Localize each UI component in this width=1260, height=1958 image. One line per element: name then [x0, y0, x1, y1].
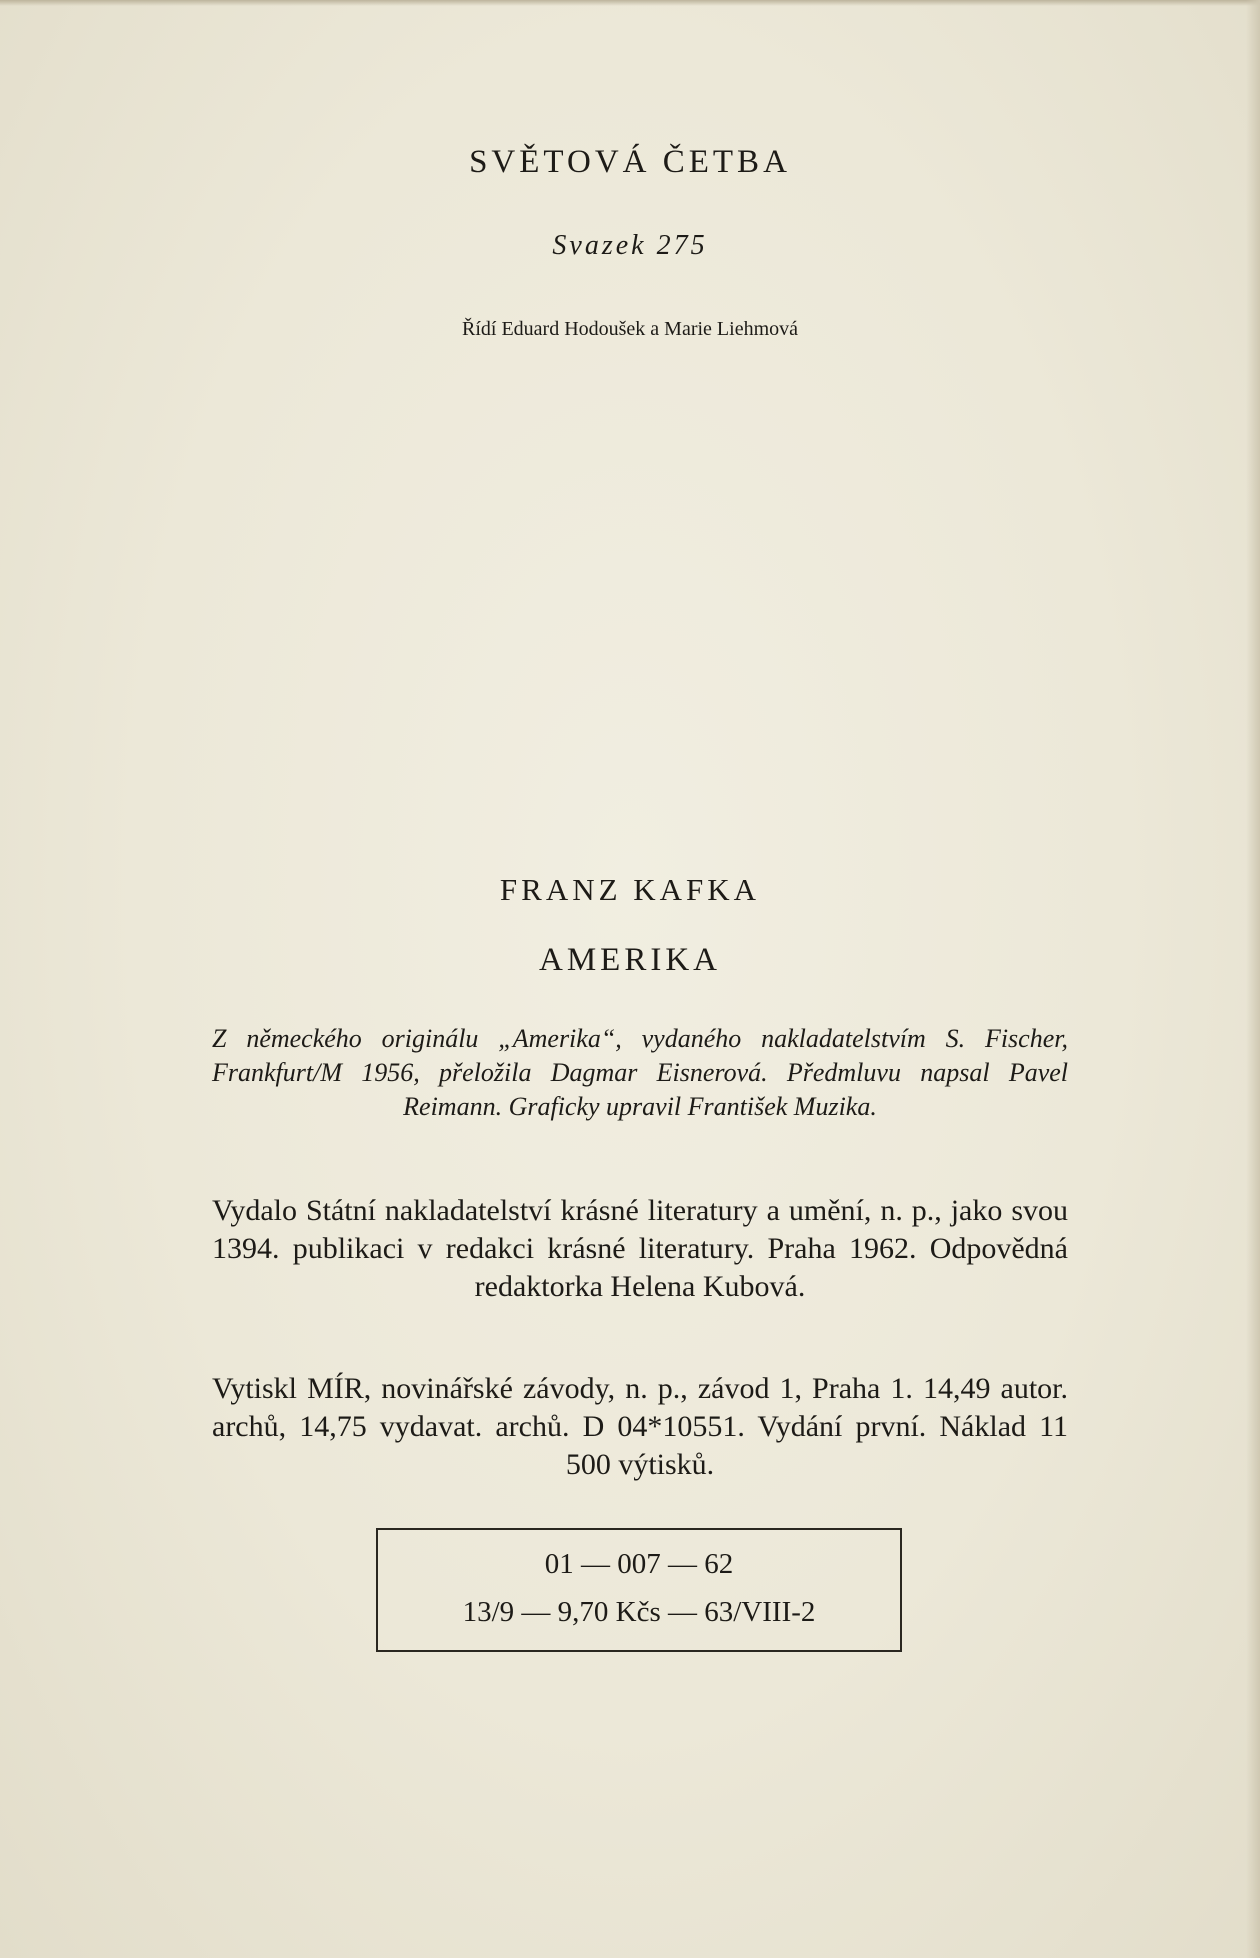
catalog-code-line-1: 01 — 007 — 62	[544, 1548, 734, 1580]
book-title: AMERIKA	[539, 942, 721, 978]
page-top-edge	[0, 0, 1260, 6]
catalog-code-line-2: 13/9 — 9,70 Kčs — 63/VIII-2	[462, 1596, 816, 1628]
author-name: FRANZ KAFKA	[499, 872, 761, 907]
printer-note: Vytiskl MÍR, novinářské závody, n. p., závod 1, Praha 1. 14,49 autor. archů, 14,75 vydavat. archů. D 04*10551. Vydání první. Náklad 11 500 výtisků.	[212, 1372, 1068, 1481]
series-title: SVĚTOVÁ ČETBA	[469, 144, 791, 180]
series-editors: Řídí Eduard Hodoušek a Marie Liehmová	[461, 318, 799, 340]
catalog-code-box	[376, 1528, 902, 1652]
translation-note: Z německého originálu „Amerika“, vydaného nakladatelstvím S. Fischer, Frankfurt/M 1956, přeložila Dagmar Eisnerová. Předmluvu napsal Pavel Reimann. Graficky upravil František Muzika.	[212, 1024, 1068, 1121]
volume-number: Svazek 275	[552, 230, 708, 261]
publisher-note: Vydalo Státní nakladatelství krásné literatury a umění, n. p., jako svou 1394. publikaci v redakci krásné literatury. Praha 1962. Odpovědná redaktorka Helena Kubová.	[212, 1194, 1068, 1303]
page-right-edge	[1246, 0, 1260, 1958]
